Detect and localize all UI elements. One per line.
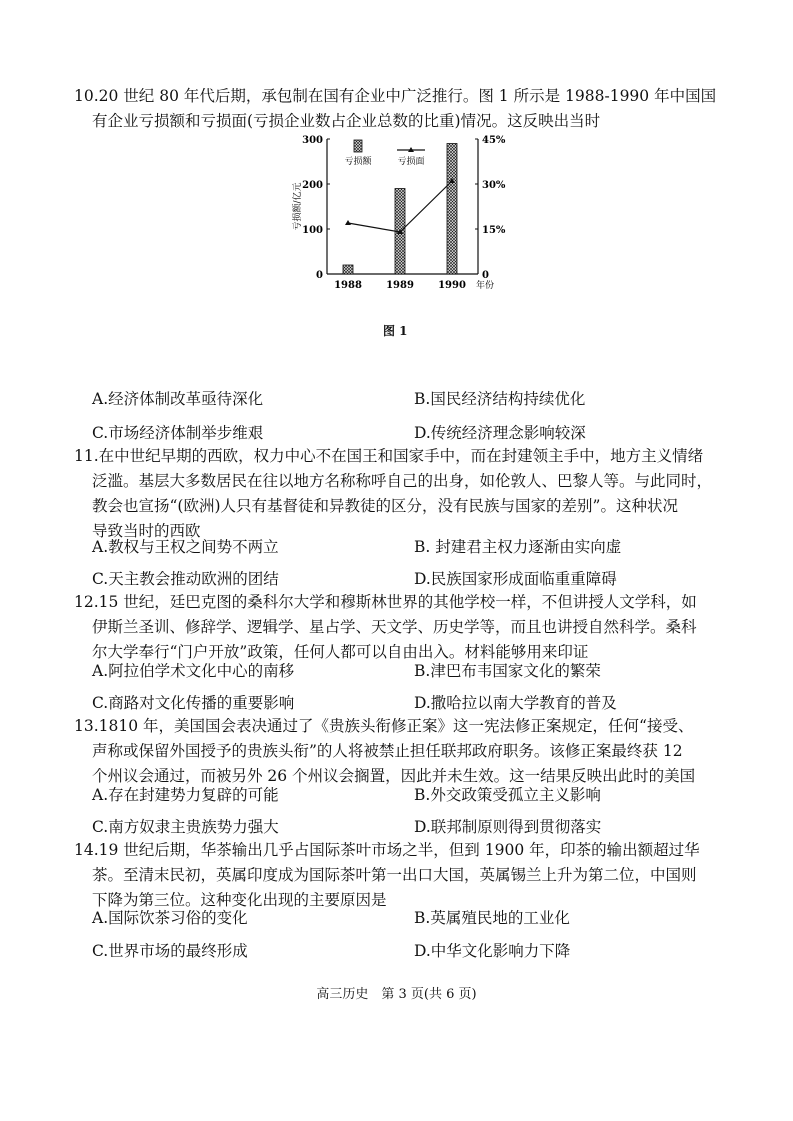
- question-11: [74, 444, 724, 544]
- option-11-b[interactable]: B. 封建君主权力逐渐由实向虚: [414, 538, 622, 556]
- option-11-a[interactable]: A.教权与王权之间势不两立: [92, 538, 279, 556]
- legend-swatch-bar: [354, 140, 362, 152]
- option-12-a[interactable]: A.阿拉伯学术文化中心的南移: [92, 662, 295, 680]
- question-13-line-2: 声称或保留外国授予的贵族头衔”的人将被禁止担任联邦政府职务。该修正案最终获 12: [92, 742, 683, 760]
- bar-loss-amount: [447, 144, 457, 275]
- option-10-d[interactable]: D.传统经济理念影响较深: [414, 424, 586, 442]
- question-11-options-row-2: [92, 567, 732, 591]
- left-tick-label: 300: [302, 135, 323, 146]
- question-14-options-row-2: [92, 939, 732, 963]
- question-10-line-1: 10.20 世纪 80 年代后期，承包制在国有企业中广泛推行。图 1 所示是 1988-1990 年中国国: [74, 87, 717, 105]
- figure-caption: 图 1: [383, 324, 408, 338]
- left-tick-label: 100: [302, 225, 323, 236]
- question-12-line-1: 12.15 世纪，廷巴克图的桑科尔大学和穆斯林世界的其他学校一样，不但讲授人文学科，如: [74, 593, 697, 611]
- option-10-c[interactable]: C.市场经济体制举步维艰: [92, 424, 264, 442]
- bar-loss-amount: [343, 265, 353, 274]
- question-12-line-2: 伊斯兰圣训、修辞学、逻辑学、星占学、天文学、历史学等，而且也讲授自然科学。桑科: [92, 618, 697, 636]
- question-14-line-2: 茶。至清末民初，英属印度成为国际茶叶第一出口大国，英属锡兰上升为第二位，中国则: [92, 866, 697, 884]
- question-14-options-row-1: [92, 906, 732, 930]
- question-10-options-row-1: [92, 387, 732, 411]
- right-tick-label: 15%: [482, 225, 506, 236]
- question-14: [74, 838, 724, 913]
- page-footer: 高三历史 第 3 页(共 6 页): [316, 987, 477, 1002]
- option-12-d[interactable]: D.撒哈拉以南大学教育的普及: [414, 694, 617, 712]
- question-11-line-4: 导致当时的西欧: [92, 522, 201, 540]
- question-14-line-3: 下降为第三位。这种变化出现的主要原因是: [92, 891, 387, 909]
- question-14-line-1: 14.19 世纪后期，华茶输出几乎占国际茶叶市场之半，但到 1900 年，印茶的输出额超过华: [74, 841, 700, 859]
- option-10-a[interactable]: A.经济体制改革亟待深化: [92, 390, 264, 408]
- chart-svg: [280, 128, 520, 298]
- question-13-options-row-1: [92, 783, 732, 807]
- question-10: [74, 84, 724, 134]
- option-14-b[interactable]: B.英属殖民地的工业化: [414, 909, 570, 927]
- option-10-b[interactable]: B.国民经济结构持续优化: [414, 390, 586, 408]
- question-13-line-1: 13.1810 年，美国国会表决通过了《贵族头衔修正案》这一宪法修正案规定，任何“接受、: [74, 717, 694, 735]
- x-tick-label: 1988: [334, 280, 362, 291]
- option-14-d[interactable]: D.中华文化影响力下降: [414, 942, 571, 960]
- question-13-line-3: 个州议会通过，而被另外 26 个州议会搁置，因此并未生效。这一结果反映出此时的美国: [92, 767, 696, 785]
- x-tick-label: 1989: [386, 280, 414, 291]
- question-13: [74, 714, 724, 789]
- figure-1-chart: [280, 128, 520, 298]
- x-axis-label: 年份: [476, 281, 495, 291]
- question-12-options-row-1: [92, 659, 732, 683]
- option-12-b[interactable]: B.津巴布韦国家文化的繁荣: [414, 662, 601, 680]
- question-11-options-row-1: [92, 535, 732, 559]
- question-11-line-1: 11.在中世纪早期的西欧，权力中心不在国王和国家手中，而在封建领主手中，地方主义情绪: [74, 447, 704, 465]
- option-14-c[interactable]: C.世界市场的最终形成: [92, 942, 248, 960]
- option-13-d[interactable]: D.联邦制原则得到贯彻落实: [414, 818, 602, 836]
- option-11-d[interactable]: D.民族国家形成面临重重障碍: [414, 570, 617, 588]
- option-12-c[interactable]: C.商路对文化传播的重要影响: [92, 694, 295, 712]
- option-13-a[interactable]: A.存在封建势力复辟的可能: [92, 786, 279, 804]
- left-tick-label: 200: [302, 180, 323, 191]
- question-10-line-2: 有企业亏损额和亏损面(亏损企业数占企业总数的比重)情况。这反映出当时: [92, 112, 601, 130]
- option-13-b[interactable]: B.外交政策受孤立主义影响: [414, 786, 601, 804]
- question-12-options-row-2: [92, 691, 732, 715]
- x-tick-label: 1990: [438, 280, 466, 291]
- question-12-line-3: 尔大学奉行“门户开放”政策，任何人都可以自由出入。材料能够用来印证: [92, 643, 589, 661]
- question-13-options-row-2: [92, 815, 732, 839]
- question-11-line-2: 泛滥。基层大多数居民在往以地方名称称呼自己的出身，如伦敦人、巴黎人等。与此同时，: [92, 472, 713, 490]
- option-13-c[interactable]: C.南方奴隶主贵族势力强大: [92, 818, 279, 836]
- y-axis-label: 亏损额/亿元: [293, 182, 303, 231]
- legend-label-line: 亏损面: [397, 157, 425, 167]
- question-12: [74, 590, 724, 665]
- right-tick-label: 0: [482, 270, 489, 281]
- option-11-c[interactable]: C.天主教会推动欧洲的团结: [92, 570, 279, 588]
- option-14-a[interactable]: A.国际饮茶习俗的变化: [92, 909, 248, 927]
- question-11-line-3: 教会也宣扬“(欧洲)人只有基督徒和异教徒的区分，没有民族与国家的差别”。这种状况: [92, 497, 678, 515]
- right-tick-label: 45%: [482, 135, 506, 146]
- legend-label-bar: 亏损额: [344, 157, 372, 167]
- question-10-options-row-2: [92, 421, 732, 445]
- line-point: [345, 220, 351, 225]
- right-tick-label: 30%: [482, 180, 506, 191]
- left-tick-label: 0: [316, 270, 323, 281]
